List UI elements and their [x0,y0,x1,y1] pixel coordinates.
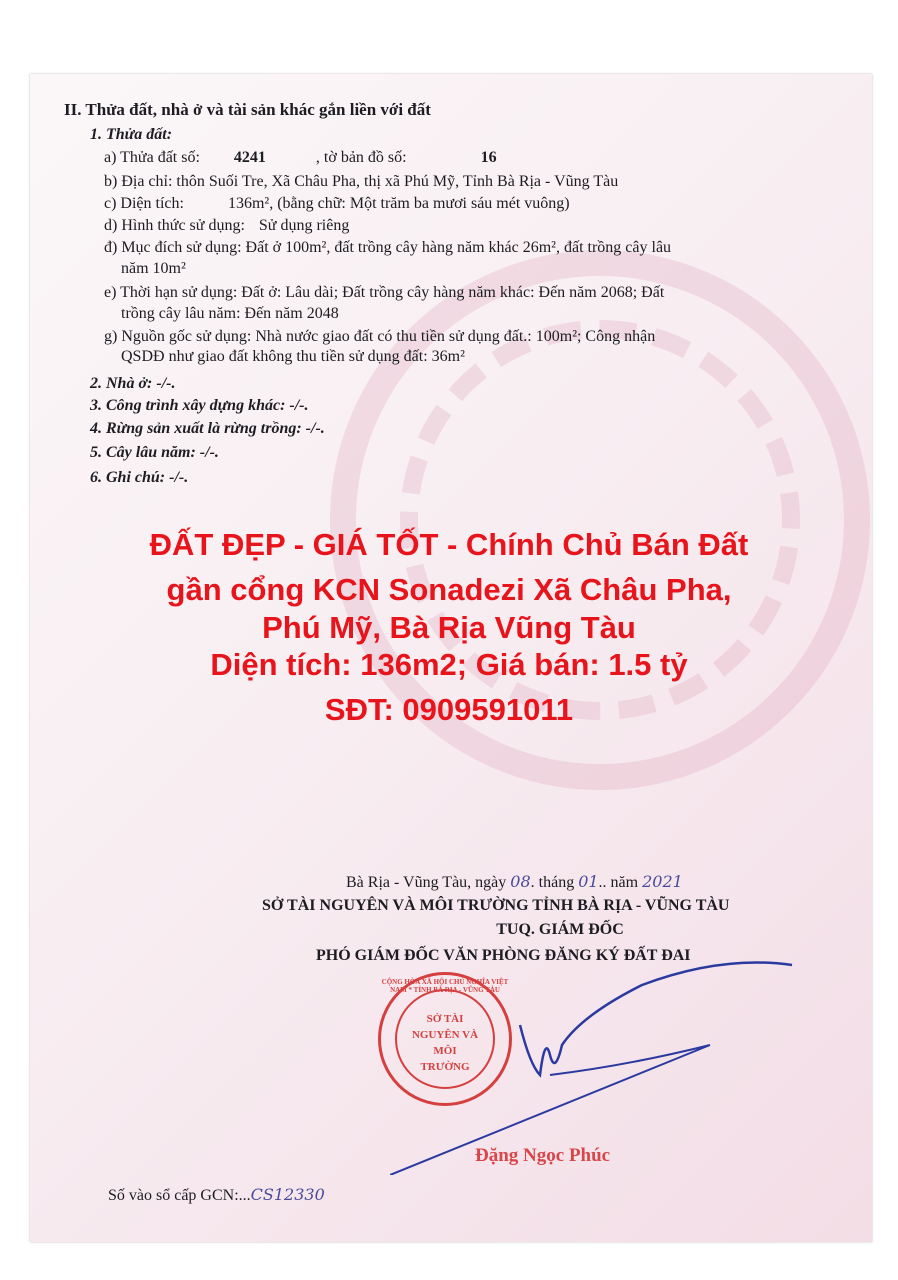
gcn-number-row [108,1185,325,1206]
signature-scribble [390,955,830,1175]
place-date: Bà Rịa - Vũng Tàu, ngày 08. tháng 01.. năm 2021 [346,872,683,891]
signer-role-2: PHÓ GIÁM ĐỐC VĂN PHÒNG ĐĂNG KÝ ĐẤT ĐAI [316,947,691,964]
stamp-ring-text: CỘNG HÒA XÃ HỘI CHỦ NGHĨA VIỆT NAM * TỈNH BÀ RỊA - VŨNG TÀU [381,978,509,994]
date-month: 01 [578,872,599,891]
term-line-1: e) Thời hạn sử dụng: Đất ở: Lâu dài; Đất trồng cây hàng năm khác: Đến năm 2068; Đất [104,284,665,301]
item-perennial: 5. Cây lâu năm: -/-. [90,444,219,461]
issuing-org: SỞ TÀI NGUYÊN VÀ MÔI TRƯỜNG TỈNH BÀ RỊA - VŨNG TÀU [262,897,730,914]
signer-name: Đặng Ngọc Phúc [475,1145,611,1166]
date-day: 08 [510,872,531,891]
section-title: II. Thửa đất, nhà ở và tài sản khác gắn liền với đất [64,100,431,119]
item-house: 2. Nhà ở: -/-. [90,375,176,392]
origin-line-2: QSDĐ như giao đất không thu tiền sử dụng đất: 36m² [121,348,465,365]
year-label: năm [610,874,639,891]
usage-form-value: Sử dụng riêng [258,217,350,234]
ad-line-3: Phú Mỹ, Bà Rịa Vũng Tàu [262,610,636,645]
area-value: 136m², (bằng chữ: Một trăm ba mươi sáu mét vuông) [227,195,570,212]
gcn-number: CS12330 [250,1185,325,1204]
item-notes: 6. Ghi chú: -/-. [90,469,189,486]
map-sheet-label: , tờ bản đồ số: [315,149,407,166]
area-label: c) Diện tích: [104,195,184,212]
parcel-label: a) Thửa đất số: [104,149,200,166]
purpose-line-1: đ) Mục đích sử dụng: Đất ở 100m², đất trồng cây hàng năm khác 26m², đất trồng cây lâu [104,239,672,256]
stamp-center-text: SỞ TÀI NGUYÊN VÀ MÔI TRƯỜNG [411,1013,479,1073]
usage-form-label: d) Hình thức sử dụng: [104,217,245,234]
purpose-line-2: năm 10m² [121,260,186,277]
usage-form-row [104,216,349,236]
item-construction: 3. Công trình xây dựng khác: -/-. [90,397,309,414]
ad-line-4: Diện tích: 136m2; Giá bán: 1.5 tỷ [210,647,688,682]
term-line-2: trồng cây lâu năm: Đến năm 2048 [121,305,339,322]
area-row [104,194,570,214]
parcel-number: 4241 [233,149,266,166]
address: b) Địa chỉ: thôn Suối Tre, Xã Châu Pha, thị xã Phú Mỹ, Tỉnh Bà Rịa - Vũng Tàu [104,173,619,190]
parcel-number-row [104,148,497,168]
item-forest: 4. Rừng sản xuất là rừng trồng: -/-. [90,420,325,437]
date-year: 2021 [642,872,683,891]
ad-line-2: gần cổng KCN Sonadezi Xã Châu Pha, [166,572,732,607]
map-sheet-number: 16 [480,149,497,166]
month-label: tháng [538,874,575,891]
gcn-label: Số vào sổ cấp GCN:... [108,1187,251,1204]
ad-phone: SĐT: 0909591011 [324,692,574,727]
land-heading: 1. Thửa đất: [90,126,173,143]
signer-role-1: TUQ. GIÁM ĐỐC [496,921,624,938]
origin-line-1: g) Nguồn gốc sử dụng: Nhà nước giao đất có thu tiền sử dụng đất.: 100m²; Công nhận [104,328,656,345]
place-date-prefix: Bà Rịa - Vũng Tàu, ngày [346,874,507,891]
ad-line-1: ĐẤT ĐẸP - GIÁ TỐT - Chính Chủ Bán Đất [149,527,749,562]
